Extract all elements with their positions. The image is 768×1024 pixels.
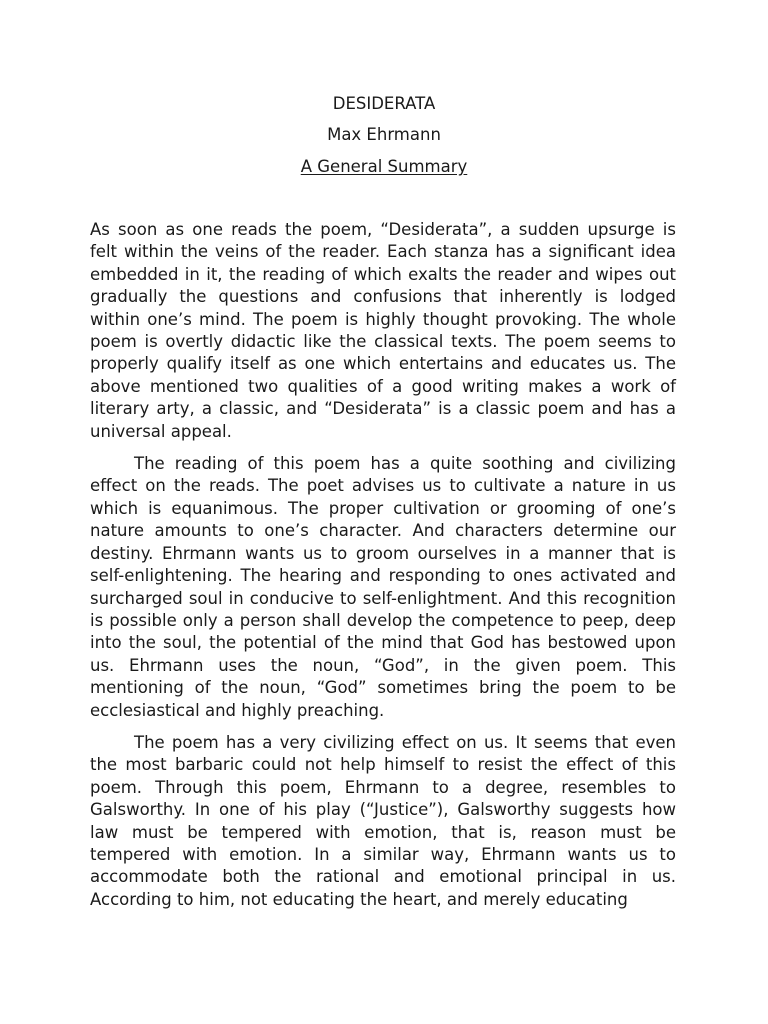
- document-title: DESIDERATA: [332, 94, 436, 113]
- document-subtitle-text: A General Summary: [300, 157, 468, 176]
- paragraph-1: As soon as one reads the poem, “Desiderata”, a sudden upsurge is felt within the veins of the reader. Each stanza has a significant idea embedded in it, the reading of which exalts the reader and wipes out gradually the questions and confusions that inherently is lodged within one’s mind. The poem is highly thought provoking. The whole poem is overtly didactic like the classical texts. The poem seems to properly qualify itself as one which entertains and educates us. The above mentioned two qualities of a good writing makes a work of literary arty, a classic, and “Desiderata” is a classic poem and has a universal appeal.: [90, 220, 676, 441]
- paragraph-3: The poem has a very civilizing effect on us. It seems that even the most barbaric could not help himself to resist the effect of this poem. Through this poem, Ehrmann to a degree, resembles to Galsworthy. In one of his play (“Justice”), Galsworthy suggests how law must be tempered with emotion, that is, reason must be tempered with emotion. In a similar way, Ehrmann wants us to accommodate both the rational and emotional principal in us. According to him, not educating the heart, and merely educating: [90, 732, 676, 909]
- paragraph-2: The reading of this poem has a quite soothing and civilizing effect on the reads. The poet advises us to cultivate a nature in us which is equanimous. The proper cultivation or grooming of one’s nature amounts to one’s character. And characters determine our destiny. Ehrmann wants us to groom ourselves in a manner that is self-enlightening. The hearing and responding to ones activated and surcharged soul in conducive to self-enlightment. And this recognition is possible only a person shall develop the competence to peep, deep into the soul, the potential of the mind that God has bestowed upon us. Ehrmann uses the noun, “God”, in the given poem. This mentioning of the noun, “God” sometimes bring the poem to be ecclesiastical and highly preaching.: [90, 454, 676, 720]
- document-author: Max Ehrmann: [327, 125, 441, 144]
- document-body: [90, 219, 676, 921]
- document-subtitle: [0, 157, 768, 177]
